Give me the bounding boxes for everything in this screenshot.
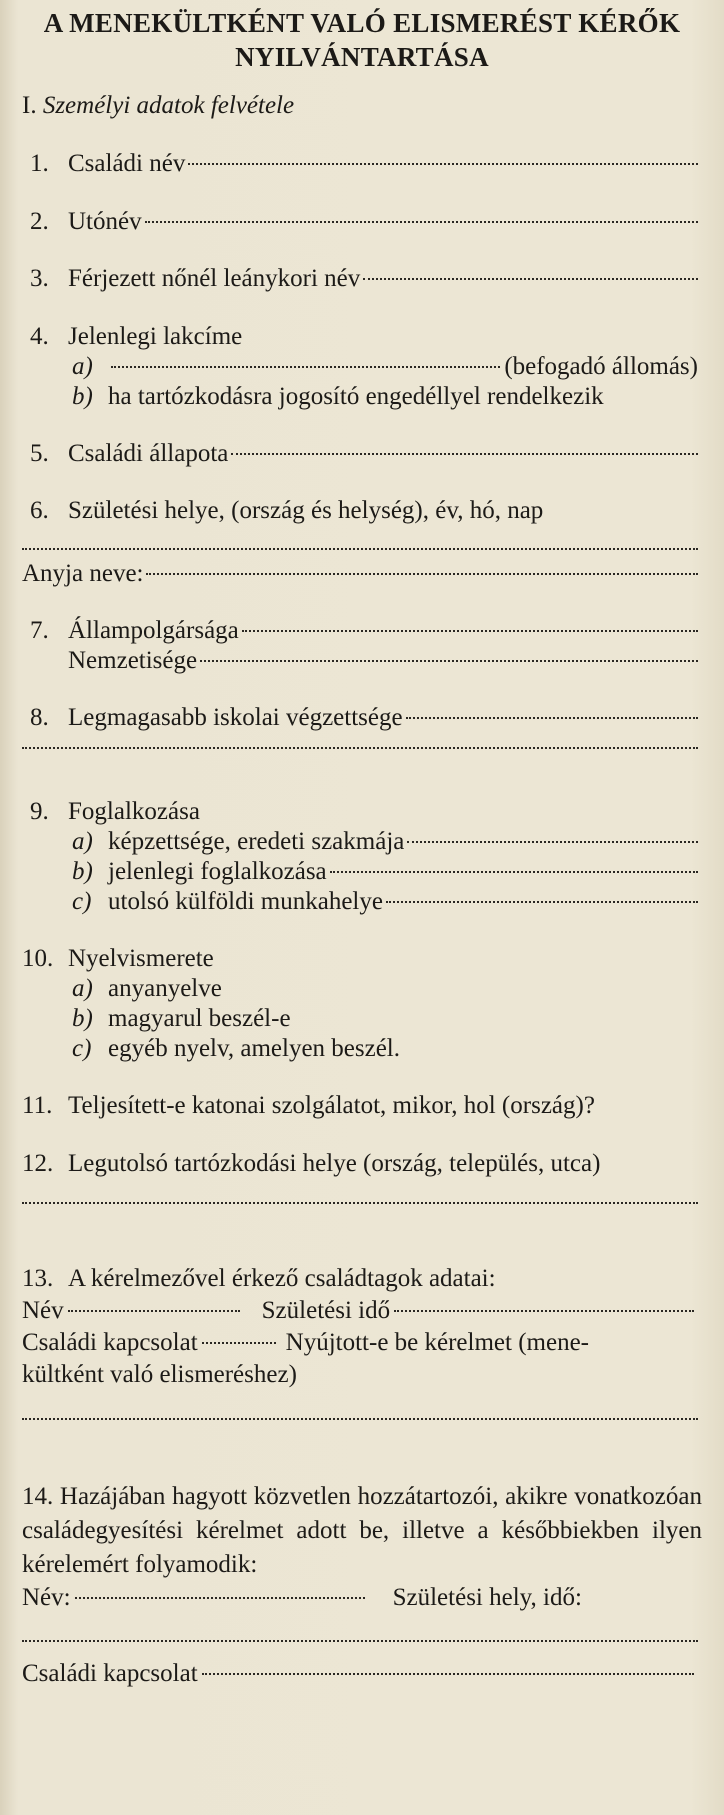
item-number: 4. <box>30 323 49 350</box>
field-label: kültként való elismeréshez) <box>22 1361 297 1388</box>
fill-line[interactable] <box>22 1418 698 1420</box>
field-label: Utónév <box>68 208 142 235</box>
field-address-a <box>72 353 698 387</box>
field-label: Név: <box>22 1584 71 1611</box>
fill-line[interactable] <box>22 548 698 550</box>
fill-line[interactable] <box>22 747 698 749</box>
field-label: ha tartózkodásra jogosító engedéllyel rendelkezik <box>108 383 604 410</box>
item-number: 2. <box>30 208 49 235</box>
item-number: 11. <box>22 1092 53 1119</box>
item-number: 5. <box>30 440 49 467</box>
item-number: 7. <box>30 617 49 644</box>
family-member-relation-row <box>22 1329 698 1357</box>
fill-line[interactable] <box>22 1640 698 1642</box>
sub-letter: b) <box>72 383 93 410</box>
form-title-line1: A MENEKÜLTKÉNT VALÓ ELISMERÉST KÉRŐK <box>43 8 681 38</box>
field-citizenship <box>30 617 698 651</box>
field-suffix: (befogadó állomás) <box>504 353 698 380</box>
fill-line[interactable] <box>22 1202 698 1204</box>
field-maiden-name <box>30 265 698 299</box>
sub-letter: a) <box>72 975 93 1002</box>
field-label: utolsó külföldi munkahelye <box>108 888 383 915</box>
field-label: Születési idő <box>261 1297 391 1324</box>
fill-line[interactable] <box>146 573 698 575</box>
item-number: 1. <box>30 150 49 177</box>
relative-name-row <box>22 1584 698 1612</box>
sub-letter: b) <box>72 1005 93 1032</box>
sub-letter: b) <box>72 858 93 885</box>
field-languages-b <box>72 1005 698 1039</box>
form-title-line2: NYILVÁNTARTÁSA <box>235 42 489 72</box>
family-member-name-row <box>22 1297 698 1325</box>
relative-relation-row <box>22 1660 698 1688</box>
field-label: Hazájában hagyott közvetlen hozzátartozói, akikre vonatkozóan családegyesítési kérelmet adott be, illetve a későbbiekben ilyen kérelemért folyamodik: <box>22 1483 702 1578</box>
fill-line[interactable] <box>75 1597 365 1599</box>
field-label: anyanyelve <box>108 975 222 1002</box>
field-nationality <box>68 647 698 681</box>
section-number: I. <box>22 92 37 119</box>
field-mother-name <box>22 560 698 594</box>
field-languages-c <box>72 1035 698 1069</box>
field-label: Foglalkozása <box>68 798 200 825</box>
field-languages <box>22 945 698 979</box>
section-title: Személyi adatok felvétele <box>42 92 295 119</box>
field-label: Nyújtott-e be kérelmet (mene- <box>285 1329 590 1356</box>
fill-line[interactable] <box>231 453 698 455</box>
field-label: egyéb nyelv, amelyen beszél. <box>108 1035 401 1062</box>
field-relatives-left-behind <box>22 1480 702 1582</box>
fill-line[interactable] <box>242 630 698 632</box>
family-member-applied-row <box>22 1361 698 1389</box>
section-heading <box>22 92 698 126</box>
field-label: magyarul beszél-e <box>108 1005 291 1032</box>
field-military-service <box>22 1092 698 1126</box>
field-label: A kérelmezővel érkező családtagok adatai: <box>68 1265 496 1292</box>
field-label: Legutolsó tartózkodási helye (ország, település, utca) <box>68 1150 601 1177</box>
item-number: 3. <box>30 265 49 292</box>
item-number: 10. <box>22 945 54 972</box>
item-number: 8. <box>30 704 49 731</box>
field-label: Nemzetisége <box>68 647 198 674</box>
item-number: 6. <box>30 497 49 524</box>
sub-letter: a) <box>72 353 93 380</box>
field-label: Családi kapcsolat <box>22 1329 198 1356</box>
field-label: Családi név <box>68 150 186 177</box>
item-number: 9. <box>30 798 49 825</box>
field-marital-status <box>30 440 698 474</box>
fill-line[interactable] <box>394 1310 694 1312</box>
sub-letter: a) <box>72 828 93 855</box>
field-family-members <box>22 1265 698 1299</box>
field-label: Legmagasabb iskolai végzettsége <box>68 704 403 731</box>
fill-line[interactable] <box>68 1310 240 1312</box>
field-label: Nyelvismerete <box>68 945 214 972</box>
fill-line[interactable] <box>386 901 698 903</box>
fill-line[interactable] <box>406 717 698 719</box>
field-occupation-b <box>72 858 698 892</box>
item-number: 14. <box>22 1483 54 1510</box>
item-number: 12. <box>22 1150 54 1177</box>
field-occupation <box>30 798 698 832</box>
field-label: képzettsége, eredeti szakmája <box>108 828 405 855</box>
fill-line[interactable] <box>200 660 698 662</box>
field-address-b <box>72 383 698 417</box>
sub-letter: c) <box>72 1035 92 1062</box>
field-family-name <box>30 150 698 184</box>
field-label: Állampolgársága <box>68 617 239 644</box>
fill-line[interactable] <box>363 278 698 280</box>
field-label: jelenlegi foglalkozása <box>108 858 327 885</box>
field-education <box>30 704 698 738</box>
field-label: Anyja neve: <box>22 560 144 587</box>
field-occupation-c <box>72 888 698 922</box>
field-label: Családi kapcsolat <box>22 1660 198 1687</box>
field-languages-a <box>72 975 698 1009</box>
field-label: Jelenlegi lakcíme <box>68 323 243 350</box>
fill-line[interactable] <box>330 871 698 873</box>
fill-line[interactable] <box>145 221 698 223</box>
fill-line[interactable] <box>202 1673 694 1675</box>
field-given-name <box>30 208 698 242</box>
fill-line[interactable] <box>111 366 500 368</box>
sub-letter: c) <box>72 888 92 915</box>
item-number: 13. <box>22 1265 54 1292</box>
field-occupation-a <box>72 828 698 862</box>
fill-line[interactable] <box>407 841 698 843</box>
field-address <box>30 323 698 357</box>
field-birth-place-date <box>30 497 698 531</box>
field-label: Családi állapota <box>68 440 229 467</box>
field-label: Születési hely, idő: <box>392 1584 582 1611</box>
fill-line[interactable] <box>188 163 698 165</box>
field-last-residence <box>22 1150 698 1184</box>
fill-line[interactable] <box>202 1342 276 1344</box>
field-label: Teljesített-e katonai szolgálatot, mikor, hol (ország)? <box>68 1092 595 1119</box>
field-label: Férjezett nőnél leánykori név <box>68 265 361 292</box>
field-label: Születési helye, (ország és helység), év, hó, nap <box>68 497 544 524</box>
field-label: Név <box>22 1297 64 1324</box>
